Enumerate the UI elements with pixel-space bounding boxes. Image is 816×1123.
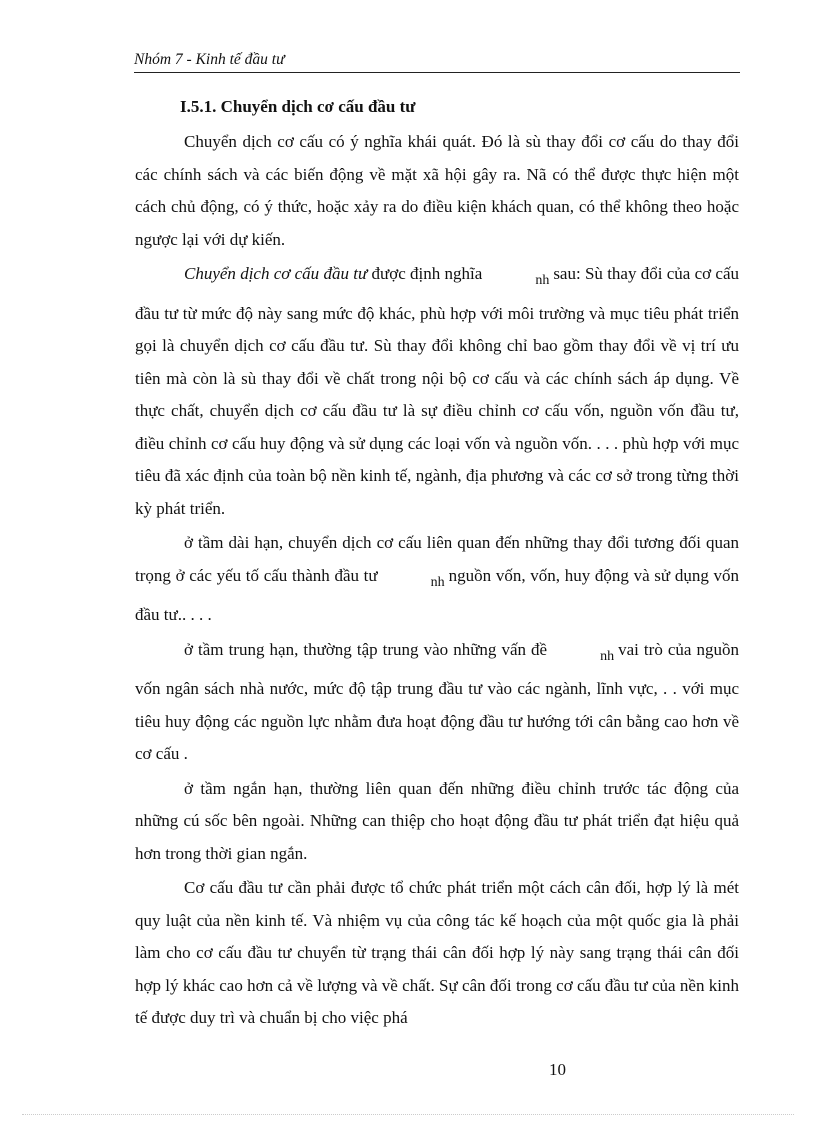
paragraph-4-text-b: vai trò của nguồn vốn ngân sách nhà nước, mức độ tập trung đầu tư vào các ngành, lĩnh vực, . . với mục tiêu huy động các nguồn lực nhằm đưa hoạt động đầu tư hướng tới cân bằng cao hơn về cơ cấu . <box>135 639 740 763</box>
paragraph-1: Chuyển dịch cơ cấu có ý nghĩa khái quát. Đó là sù thay đổi cơ cấu do thay đổi các chính sách và các biến động về mặt xã hội gây ra. Nã có thể được thực hiện một cách chủ động, có ý thức, hoặc xảy ra do điều kiện khách quan, có thể không theo hoặc ngược lại với dự kiến. <box>135 132 739 249</box>
document-body <box>135 96 739 1035</box>
page-header <box>134 46 740 73</box>
paragraph-3 <box>135 527 739 632</box>
nh-fragment: nh <box>430 574 445 590</box>
paragraph-2 <box>135 258 739 525</box>
paragraph-6: Cơ cấu đầu tư cần phải được tổ chức phát triển một cách cân đối, hợp lý là mét quy luật của nền kinh tế. Và nhiệm vụ của công tác kế hoạch của một quốc gia là phải làm cho cơ cấu đầu tư chuyển từ trạng thái cân đối hợp lý này sang trạng thái cân đối hợp lý khác cao hơn cả về lượng và về chất. Sự cân đối trong cơ cấu đầu tư của nền kinh tế được duy trì và chuẩn bị cho việc phá <box>135 878 739 1027</box>
paragraph-3-text-b: nguồn vốn, vốn, huy động và sử dụng vốn đầu tư.. . . . <box>135 565 739 624</box>
paragraph-2-text-b: sau: Sù thay đổi của cơ cấu đầu tư từ mức độ này sang mức độ khác, phù hợp với môi trường và mục tiêu phát triển gọi là chuyển dịch cơ cấu đầu tư. Sù thay đổi không chỉ bao gồm thay đổi về vị trí ưu tiên mà còn là sù thay đổi về chất trong nội bộ cơ cấu và các chính sách áp dụng. Về thực chất, chuyển dịch cơ cấu đầu tư là sự điều chỉnh cơ cấu vốn, nguồn vốn đầu tư, điều chỉnh cơ cấu huy động và sử dụng các loại vốn và nguồn vốn. . . . phù hợp với mục tiêu đã xác định của toàn bộ nền kinh tế, ngành, địa phương và các cơ sở trong từng thời kỳ phát triển. <box>135 264 740 518</box>
page-number: 10 <box>549 1060 566 1079</box>
header-title: Nhóm 7 - Kinh tế đầu tư <box>134 51 285 68</box>
nh-fragment: nh <box>535 273 550 288</box>
paragraph-5: ở tầm ngắn hạn, thường liên quan đến những điều chỉnh trước tác động của những cú sốc bên ngoài. Những can thiệp cho hoạt động đầu tư phát triển đạt hiệu quả hơn trong thời gian ngắn. <box>135 778 739 863</box>
page-bottom-border <box>22 1114 794 1115</box>
section-heading: I.5.1. Chuyển dịch cơ cấu đầu tư <box>180 97 416 116</box>
paragraph-4-text-a: ở tầm trung hạn, thường tập trung vào những vấn đề <box>184 639 548 659</box>
paragraph-3-text-a: ở tầm dài hạn, chuyển dịch cơ cấu liên quan đến những thay đổi tương đối quan trọng ở các yếu tố cấu thành đầu tư <box>135 533 739 585</box>
defined-term: Chuyển dịch cơ cấu đầu tư <box>184 264 368 283</box>
paragraph-4 <box>135 634 739 771</box>
nh-fragment: nh <box>600 648 615 664</box>
paragraph-2-text-a: được định nghĩa <box>371 264 483 283</box>
